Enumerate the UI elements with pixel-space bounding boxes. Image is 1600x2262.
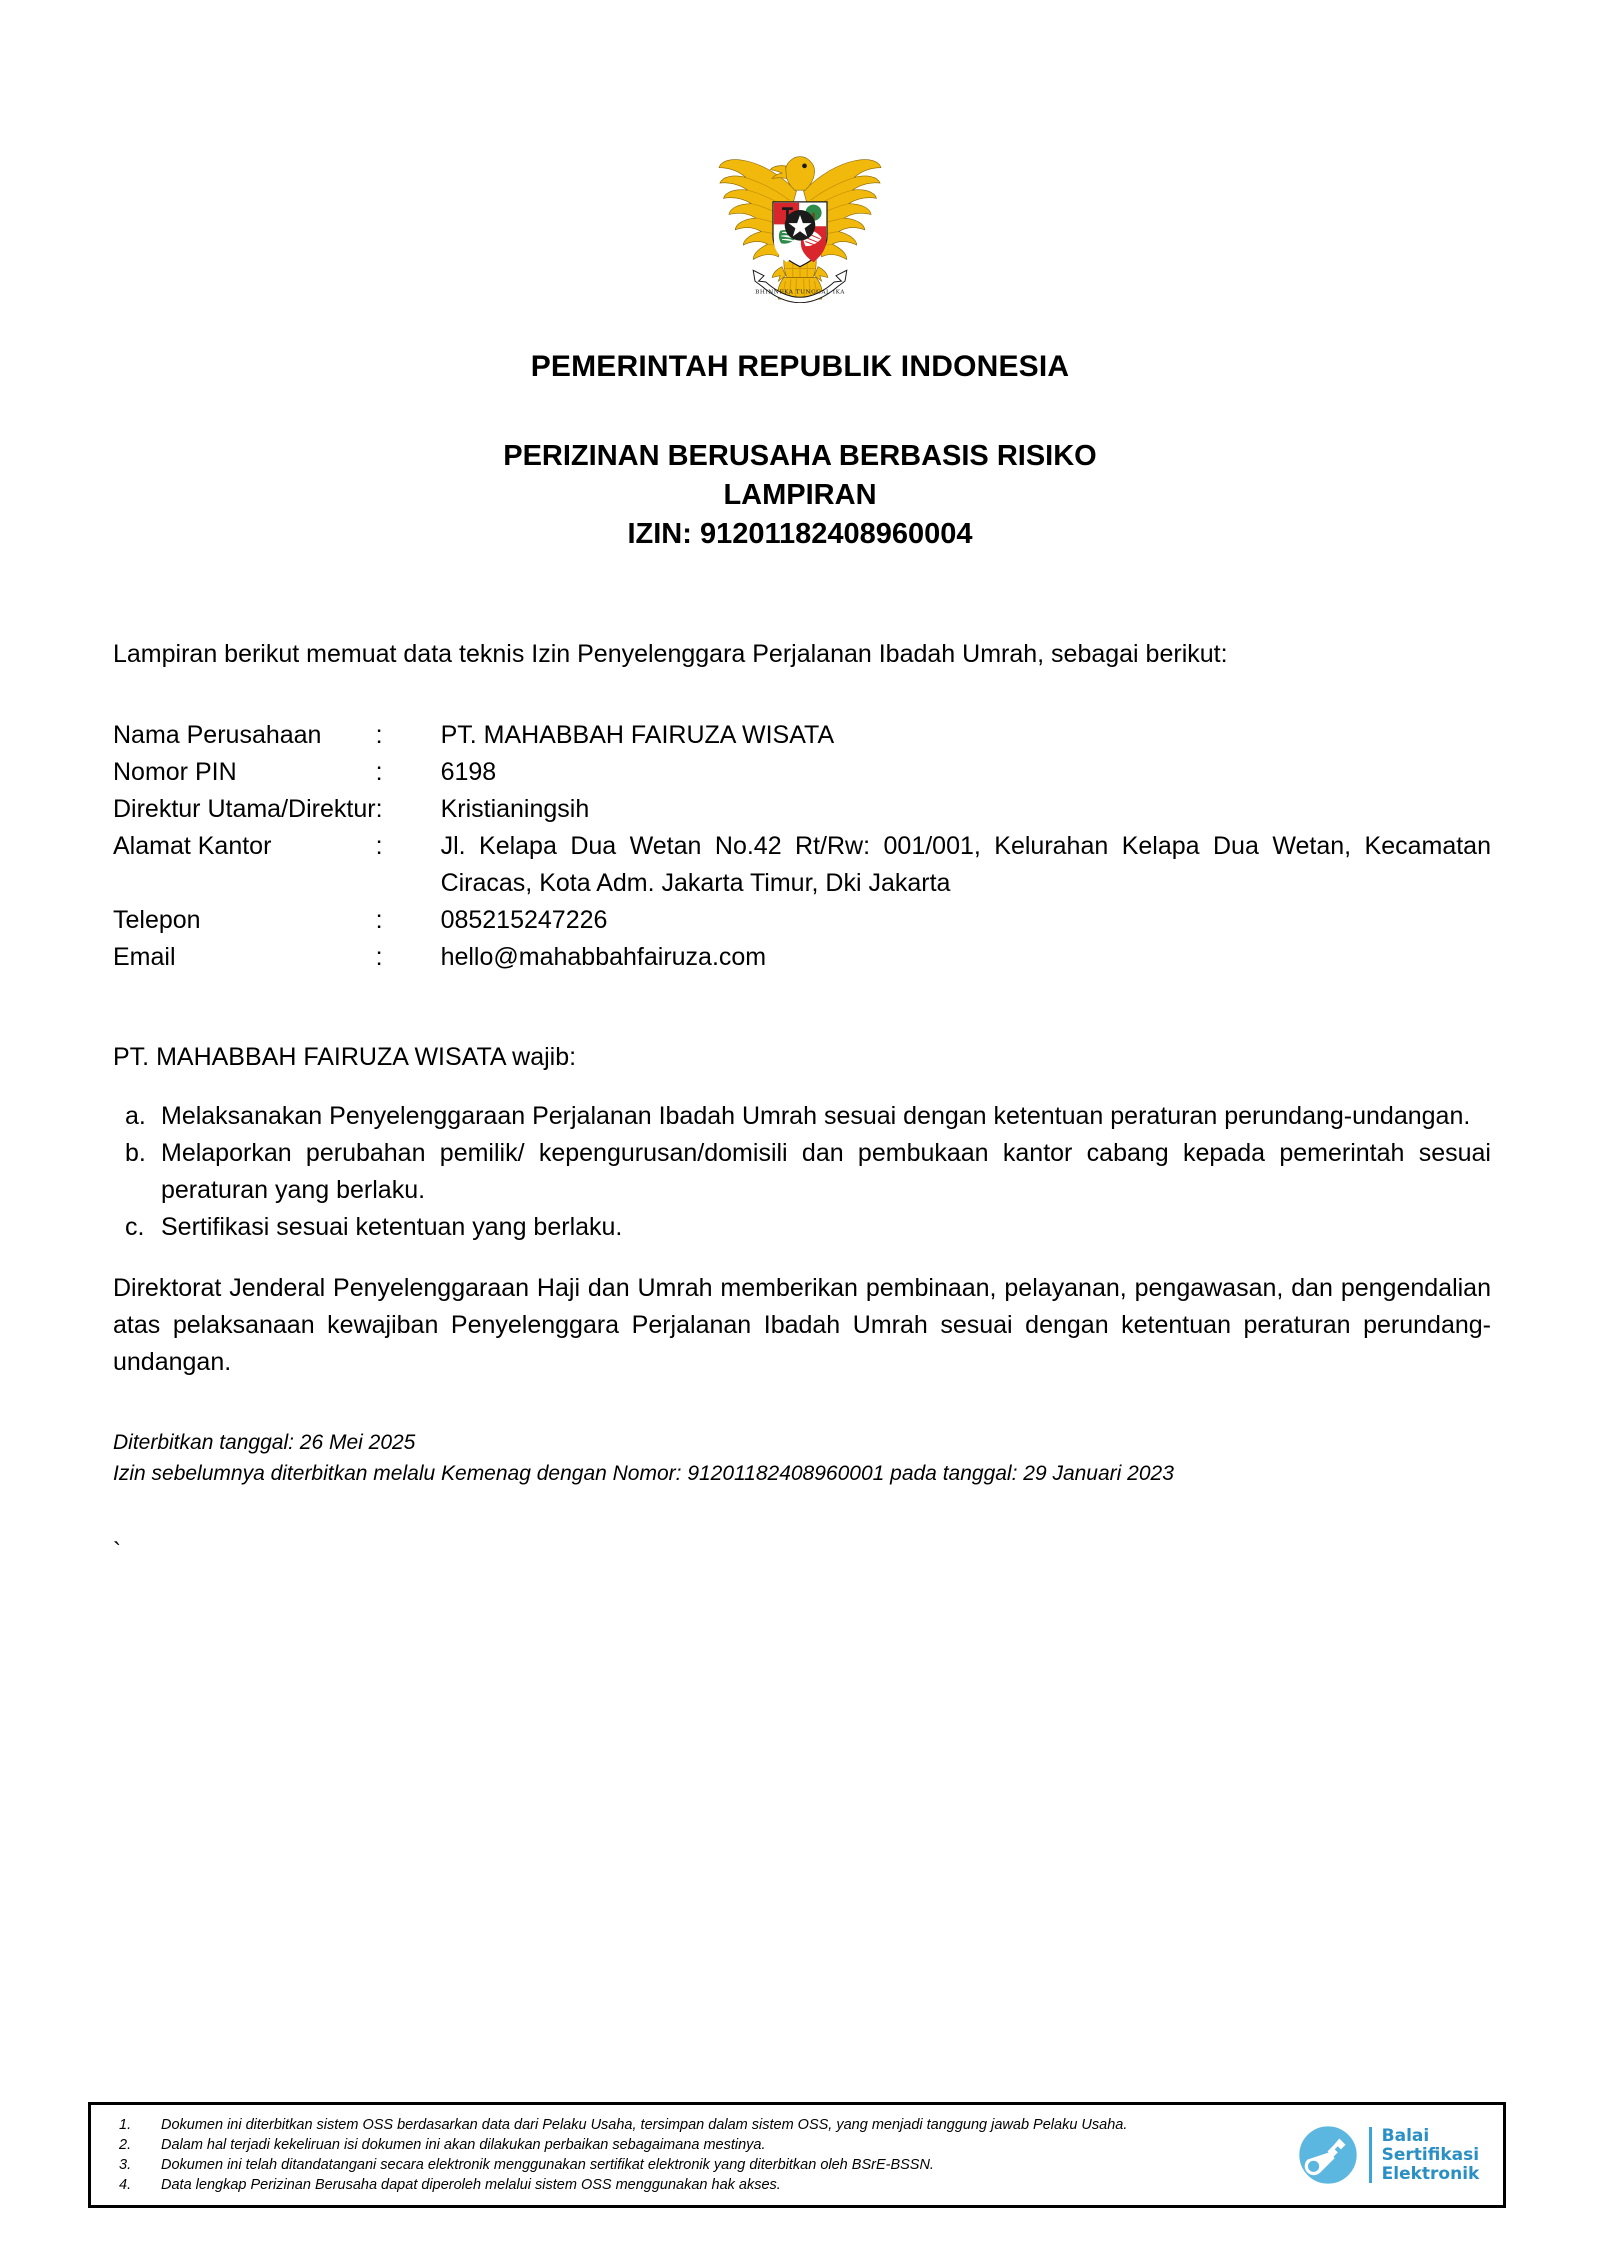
footer-disclaimer-box [88,2102,1506,2208]
field-colon: : [375,758,383,786]
issued-date-line: Diterbitkan tanggal: 26 Mei 2025 [113,1431,416,1454]
bsre-key-circle-icon [1295,2122,1361,2188]
garuda-pancasila-icon [710,135,890,303]
intro-paragraph: Lampiran berikut memuat data teknis Izin Penyelenggara Perjalanan Ibadah Umrah, sebagai berikut: [113,640,1228,668]
obligations-heading: PT. MAHABBAH FAIRUZA WISATA wajib: [113,1043,577,1071]
stray-backtick-mark: ` [113,1538,121,1565]
obligations-list [113,1098,1491,1246]
closing-paragraph: Direktorat Jenderal Penyelenggaraan Haji dan Umrah memberikan pembinaan, pelayanan, pengawasan, dan pengendalian atas pelaksanaan kewajiban Penyelenggara Perjalanan Ibadah Umrah sesuai dengan ketentuan peraturan perundang-undangan. [113,1274,1491,1376]
list-item-text: Dokumen ini telah ditandatangani secara elektronik menggunakan sertifikat elektronik yang diterbitkan oleh BSrE-BSSN. [161,2157,934,2173]
list-item-text: Dokumen ini diterbitkan sistem OSS berdasarkan data dari Pelaku Usaha, tersimpan dalam sistem OSS, yang menjadi tanggung jawab Pelaku Usaha. [161,2117,1128,2133]
list-item [113,1135,1491,1209]
bsre-logo-divider [1369,2127,1372,2183]
field-colon: : [375,943,383,971]
list-item [109,2155,1281,2175]
list-item-text: Data lengkap Perizinan Berusaha dapat diperoleh melalui sistem OSS menggunakan hak akses. [161,2177,781,2193]
permit-number: IZIN: 91201182408960004 [627,518,973,550]
bsre-logo [1295,2122,1480,2188]
field-colon: : [375,906,383,934]
footer-notes-list [91,2109,1281,2201]
list-marker: a. [125,1102,146,1130]
permit-title-block [0,437,1600,554]
list-item [109,2175,1281,2195]
list-item-text: Melaksanakan Penyelenggaraan Perjalanan Ibadah Umrah sesuai dengan ketentuan peraturan perundang-undangan. [161,1102,1471,1130]
field-value-email: hello@mahabbahfairuza.com [440,943,767,971]
field-label-nama-perusahaan: Nama Perusahaan [113,721,322,749]
field-value-alamat-kantor: Jl. Kelapa Dua Wetan No.42 Rt/Rw: 001/001, Kelurahan Kelapa Dua Wetan, Kecamatan Ciracas, Kota Adm. Jakarta Timur, Dki Jakarta [440,832,1491,897]
field-label-telepon: Telepon [113,906,201,934]
table-row [113,828,1491,902]
field-colon: : [375,795,383,823]
national-emblem-container [0,135,1600,303]
issuance-info [113,1427,1491,1489]
table-row [113,754,1491,791]
permit-title-line1: PERIZINAN BERUSAHA BERBASIS RISIKO [503,440,1097,472]
list-marker: 4. [119,2177,132,2193]
field-label-direktur-utama: Direktur Utama/Direktur [113,795,376,823]
document-body [113,636,1491,1570]
svg-text:BHINNEKA TUNGGAL IKA: BHINNEKA TUNGGAL IKA [755,289,845,296]
table-row [113,939,1491,976]
list-item-text: Dalam hal terjadi kekeliruan isi dokumen ini akan dilakukan perbaikan sebagaimana mestinya. [161,2137,766,2153]
list-marker: c. [125,1213,145,1241]
list-item-text: Melaporkan perubahan pemilik/ kepengurusan/domisili dan pembukaan kantor cabang kepada pemerintah sesuai peraturan yang berlaku. [161,1139,1491,1204]
bsre-text-line1: Balai [1381,2125,1430,2146]
table-row [113,902,1491,939]
field-colon: : [375,832,383,860]
list-item [113,1209,1491,1246]
list-marker: 3. [119,2157,132,2173]
field-colon: : [375,721,383,749]
field-value-nama-perusahaan: PT. MAHABBAH FAIRUZA WISATA [440,721,835,749]
list-marker: b. [125,1139,146,1167]
list-item [109,2135,1281,2155]
bsre-logo-text [1382,2127,1480,2184]
table-row [113,717,1491,754]
field-value-nomor-pin: 6198 [440,758,497,786]
company-details-table [113,717,1491,976]
previous-permit-line: Izin sebelumnya diterbitkan melalu Kemenag dengan Nomor: 91201182408960001 pada tanggal: 29 Januari 2023 [113,1462,1174,1485]
permit-title-line2: LAMPIRAN [723,479,877,511]
field-label-email: Email [113,943,176,971]
bsre-text-line2: Sertifikasi [1381,2144,1480,2165]
table-row [113,791,1491,828]
field-label-alamat-kantor: Alamat Kantor [113,832,272,860]
list-item [113,1098,1491,1135]
field-label-nomor-pin: Nomor PIN [113,758,237,786]
list-item-text: Sertifikasi sesuai ketentuan yang berlaku. [161,1213,623,1241]
list-marker: 1. [119,2117,132,2133]
list-item [109,2115,1281,2135]
list-marker: 2. [119,2137,132,2153]
field-value-telepon: 085215247226 [440,906,608,934]
page-title-country: PEMERINTAH REPUBLIK INDONESIA [530,350,1070,383]
field-value-direktur-utama: Kristianingsih [440,795,590,823]
footer-logo-area [1281,2122,1503,2188]
bsre-text-line3: Elektronik [1381,2163,1480,2184]
